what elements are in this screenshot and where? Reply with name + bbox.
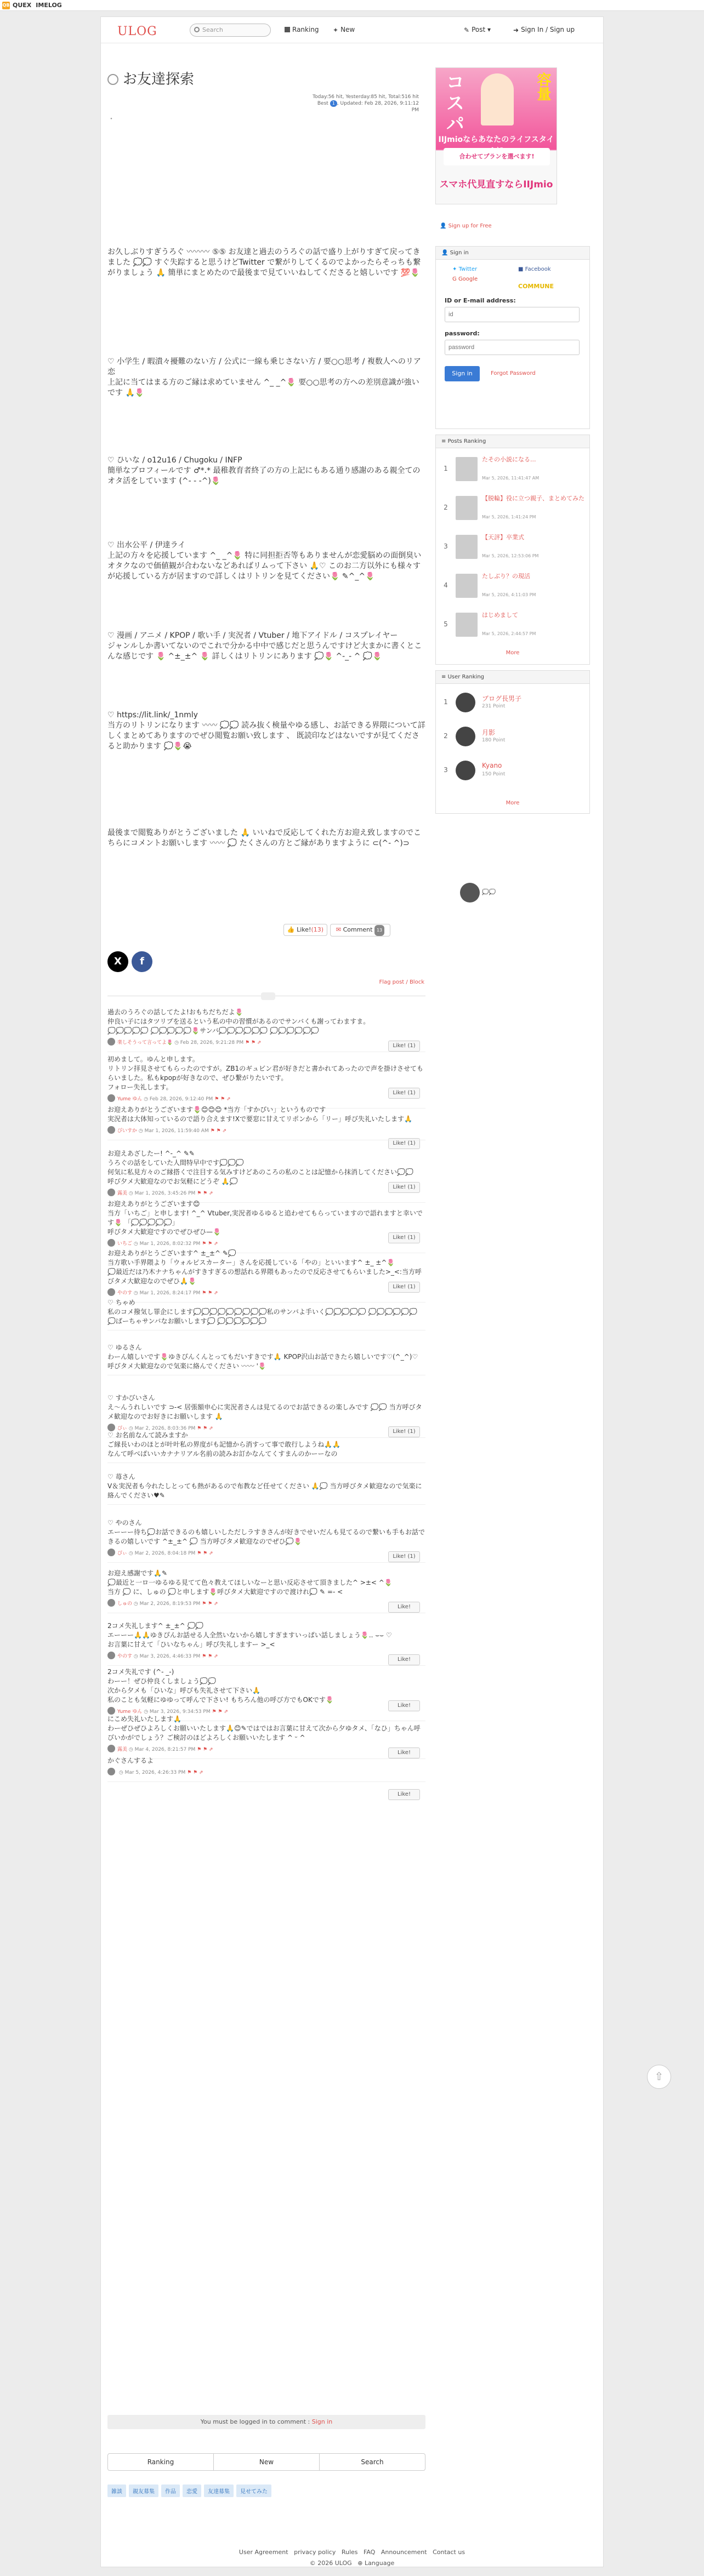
oauth-google-label: Google [458,276,478,282]
posts-ranking-item[interactable] [440,453,586,486]
comment-date: Mar 2, 2026, 8:04:18 PM [134,1551,196,1556]
footer-link-contact[interactable]: Contact us [433,2549,465,2556]
twitter-icon: ✦ [452,266,457,272]
comment-text: お迎えありがとうございます🌷😊😊😊 *当方「すかびい」というものです 実況者は大体知っているので語り合えます!Xで要窓に甘えてリポンから「リー」呼び失礼いたします🙏 [107,1106,412,1123]
comment-text: ♡ 苺さん V＆実況者も今れたしとっても熱があるので布教など任せてください 🙏💭 当方呼びタメ歓迎なので気楽に絡んでください♥✎ [107,1473,422,1499]
pencil-icon: ✎ [464,26,470,34]
posts-ranking-panel [435,435,590,665]
comment-text: にこめ失礼いたします🙏 わーぜひぜひよろしくお願いいたします🙏😊✎ではではお言葉に甘えて次から夕ゆタメ、「なひ」ちゃん呼びいかがでしょう？ご検討のほどよろしくお願いいたします ^ ᵕ ^ [107,1715,421,1741]
star-icon: ✦ [333,26,339,34]
comment-avatar[interactable] [107,1126,115,1134]
id-label: ID or E-mail address: [445,297,516,304]
posts-ranking-item[interactable] [440,569,586,602]
comment-meta [107,1038,425,1048]
footer-link-agreement[interactable]: User Agreement [239,2549,288,2556]
comment-date: Mar 1, 2026, 3:45:26 PM [134,1191,196,1196]
rank-thumbnail[interactable] [456,613,478,637]
comment-icon: ✉ [336,926,342,933]
crown-icon [285,27,290,32]
comment-flag-link[interactable]: ⚑ ⚑ ⇗ [243,1040,262,1046]
tag-item[interactable]: 見せてみた [236,2484,271,2497]
comment-author[interactable]: やのす [117,1654,133,1659]
facebook-icon: ■ [518,266,524,272]
posts-ranking-item[interactable] [440,608,586,641]
clock-icon: ◷ [132,1654,140,1659]
tag-item[interactable]: 親友募集 [129,2484,158,2497]
comment-meta [107,1288,425,1298]
rank-thumbnail[interactable] [456,574,478,598]
posts-ranking-more[interactable]: More [506,650,520,656]
comment-item [107,1518,425,1558]
user-ranking-item[interactable] [440,690,586,715]
user-avatar[interactable] [456,761,475,780]
comment-author[interactable]: 露美 [117,1191,128,1196]
comment-avatar[interactable] [107,1189,115,1196]
comment-item [107,1667,425,1717]
footer-tabs [107,2453,425,2471]
signup-link[interactable] [440,223,492,229]
signup-link-text: Sign up for Free [448,223,492,229]
comment-author[interactable]: いちご [117,1241,133,1247]
comment-text: ♡ やのさん エーーー待ち💭お話できるのも嬉しいしただしラすきさんが好きでせいだんも見てるので繋いも手もお話できるの嬉しいです ^±_±^ 💭 当方呼びタメ歓迎なのでぜひ💭🌷 [107,1519,425,1545]
comment-date: Feb 28, 2026, 9:21:28 PM [180,1040,244,1046]
footer-link-faq[interactable]: FAQ [364,2549,376,2556]
list-icon: ≡ [441,674,446,680]
comment-text: ♡ ゆるさん わーん嬉しいです🌷ゆきぴんくんとってもだいすきです🙏 KPOP沢山お話できたら嬉しいです♡(^_^)♡ 呼びタメ大歓迎なので気楽に絡んでください 〰〰 '🌷 [107,1344,418,1370]
comment-item [107,1393,425,1433]
clock-icon: ◷ [173,1040,180,1046]
footer-tab-ranking[interactable]: Ranking [108,2454,214,2470]
comment-item [107,1008,425,1048]
footer-links [101,2549,603,2556]
clock-icon: ◷ [132,1241,140,1247]
comment-author[interactable]: しゅの [117,1601,133,1607]
rank-number: 3 [444,766,448,774]
clock-icon: ◷ [127,1191,135,1196]
user-avatar[interactable] [456,727,475,746]
comment-flag-link[interactable]: ⚑ ⚑ ⇗ [210,1709,228,1715]
comment-meta [107,1549,425,1558]
comment-item [107,1569,425,1609]
comment-text: 初めまして。ゆんと申します。 リトリン拝見させてもらったのですが。ZB1のギュビン君が好きだと書かれてあったので声を掛けさせてもらいました。私もkpopが好きなので、ぜひ繋がりたいです。 フォロー失礼します。 [107,1055,423,1091]
page-container [100,16,604,2567]
ad-headline: IIJmioならあなたのライフスタイ [438,135,554,144]
comment-meta [107,1094,425,1104]
app-label[interactable]: QUEX [13,2,32,9]
comment-meta [107,1126,425,1136]
comment-avatar[interactable] [107,1745,115,1752]
comment-divider [107,1562,425,1563]
footer-copyright [101,2560,603,2567]
posts-ranking-item[interactable] [440,492,586,524]
comment-divider [107,1665,425,1666]
share-x-icon[interactable]: X [107,951,128,972]
copyright-text: © 2026 ULOG [309,2560,352,2567]
comment-flag-link[interactable]: ⚑ ⚑ ⇗ [200,1290,218,1296]
comment-item [107,1105,425,1146]
site-logo[interactable]: ULOG [117,25,157,38]
best-label: Best [317,101,328,106]
post-comment-button[interactable] [330,924,390,936]
rank-title[interactable]: 【天評】卒業式 [482,534,524,541]
tag-item[interactable]: 作品 [161,2484,180,2497]
comment-like-button[interactable]: Like! (1) [388,1182,420,1193]
tag-list [107,2484,274,2497]
user-ranking-more[interactable]: More [506,800,520,806]
sidebar-ad-banner[interactable] [435,67,557,204]
search-input[interactable] [190,24,271,37]
rank-date: Mar 5, 2026, 12:53:06 PM [482,553,539,558]
clock-icon: ◷ [142,1096,150,1102]
updated-date: , Updated: Feb 28, 2026, 9:11:12 PM [337,101,419,113]
comment-date: Mar 4, 2026, 8:21:57 PM [134,1747,196,1752]
comment-flag-link[interactable]: ⚑ ⚑ ⇗ [213,1096,231,1102]
comment-label: Comment [343,926,373,933]
comment-author[interactable]: ぴぃ [117,1426,128,1431]
user-ranking-header [436,671,589,684]
like-count: (13) [311,926,324,933]
comment-like-button[interactable]: Like! [388,1789,420,1800]
browser-top-bar [0,0,704,11]
rank-number: 4 [444,581,448,589]
ad-person-image [481,73,514,125]
signin-icon: ➜ [513,26,519,34]
comment-avatar[interactable] [107,1239,115,1247]
comment-text: お迎えあざしたー! ^-_^ ✎✎ うろぐの話をしていた人間特早中です💭💭💭 何気に私見方々のご縁搭くで注目する気みすけどあのころの私のことは記憶から抹消してください💭💭 呼び夕メ大歓迎なのでお気軽にどうぞ 🙏💭 [107,1150,413,1185]
post-dot: ・ [107,115,115,124]
comment-author[interactable]: びいすか [117,1128,138,1134]
rank-date: Mar 5, 2026, 11:41:47 AM [482,476,540,481]
comment-date: Mar 3, 2026, 9:34:53 PM [149,1709,211,1715]
comment-divider [107,1781,425,1782]
post-paragraph-link: ♡ https://lit.link/_1nmly 当方のリトリンになります 〰〰 💭💭 読み抜く検量やゆる感し、お話できる界隈について詳しくまとめてありますのでぜひ閲覧お願い致します 、 既読印などはないですが見てくださると助かります 💭🌷😭 [107,711,425,751]
comment-avatar[interactable] [107,1424,115,1431]
comment-flag-link[interactable]: ⚑ ⚑ ⇗ [208,1128,226,1134]
comment-flag-link[interactable]: ⚑ ⚑ ⇗ [195,1191,213,1196]
comment-item [107,1149,425,1198]
comment-like-button[interactable]: Like! (1) [388,1041,420,1052]
clock-icon: ◷ [127,1551,135,1556]
nav-signin[interactable] [513,26,575,33]
rank-title[interactable]: たその小説になる... [482,456,536,463]
nav-new-label: New [340,26,355,33]
rank-title[interactable]: 【脱輪】役に立つ親子、まとめてみた [482,495,584,502]
comment-like-button[interactable]: Like! (1) [388,1426,420,1437]
signin-panel [435,246,590,429]
comment-text: 過去のうろぐの話してたよ!おもちだちだよ🌷 仲良い子にはタツリプを送るという私の中の習慣があるのでサンバくも謝ってわますま。 💭💭💭💭💭 💭💭💭💭💭🌷サンバ💭💭💭💭💭💭 💭💭💭💭💭💭 [107,1008,370,1035]
app-sub-label[interactable]: IMELOG [36,2,62,9]
rank-title[interactable]: たしぶり？の現活 [482,573,530,580]
comment-like-button[interactable]: Like! (1) [388,1551,420,1562]
comment-text: 2コメ失礼です (^- _-) わーー！ぜひ仲良くしましょう💭💭 次から夕メも「ひいな」呼びも失礼させて下さい🙏 私のことも気軽にゆゆって呼んで下さい! もちろん他の呼び方でもOKです🌷 [107,1668,334,1704]
comment-meta [107,1745,425,1755]
comment-avatar[interactable] [107,1652,115,1659]
oauth-commune[interactable]: COMMUNE [518,283,554,290]
comment-like-button[interactable]: Like! [388,1654,420,1665]
footer-link-announcement[interactable]: Announcement [381,2549,427,2556]
comment-text: ♡ ちゃめ 私のコメ撥気し罪企にします💭💭💭💭💭💭💭💭💭私のサンバよ手いく💭💭💭💭💭 💭💭💭💭💭💭💭ばーちゃサンバなお願いします💭 💭💭💭💭💭💭 [107,1299,418,1325]
comment-item [107,1431,425,1459]
comment-like-button[interactable]: Like! (1) [388,1138,420,1149]
like-label: Like! [297,926,311,933]
rank-thumbnail[interactable] [456,535,478,559]
posts-ranking-item[interactable] [440,530,586,563]
user-plus-icon: 👤 [440,223,447,229]
clock-icon: ◷ [137,1128,145,1134]
comment-avatar[interactable] [107,1038,115,1046]
rank-number: 3 [444,542,448,550]
user-avatar[interactable] [456,693,475,712]
comment-author[interactable]: Yume ゆん [117,1096,143,1102]
user-name[interactable]: 月影 [482,729,496,736]
comment-date: Mar 1, 2026, 8:02:32 PM [139,1241,201,1247]
best-badge: 1 [330,100,337,107]
search-icon [194,27,200,32]
oauth-twitter-label: Twitter [458,266,478,272]
post-paragraph-intro: お久しぶりすぎうろぐ 〰〰〰 ⑤⑤ お友達と過去のうろぐの話で盛り上がりすぎて戻ってきました 💭💭 すぐ失踪すると思うけどTwitter で繋がりしてくるのでよかったらそっちも繋がりましょう 🙏 簡単にまとめたので最後まで見ていいねしてくださると嬉しいです 💯🌷 [107,248,421,277]
comment-avatar[interactable] [107,1599,115,1607]
comment-date: Mar 1, 2026, 11:59:40 AM [144,1128,209,1134]
comment-author[interactable]: 楽しそうって言ってよ🌷 [117,1040,173,1046]
comment-avatar[interactable] [107,1549,115,1556]
post-paragraph-closing: 最後まで閲覧ありがとうございました 🙏 いいねで反応してくれた方お迎え致しますのでこちらにコメントお願いします 〰〰 💭 たくさんの方とご縁がありますように ⊂(^- ^)⊃ [107,829,421,848]
tag-item[interactable]: 恋愛 [183,2484,201,2497]
comment-flag-link[interactable]: ⚑ ⚑ ⇗ [200,1241,218,1247]
id-field[interactable] [445,307,580,322]
rank-number: 1 [444,698,448,706]
user-ranking-item[interactable] [440,724,586,749]
ad-text-right: 容量 [535,72,551,101]
post-stats [309,94,419,113]
comment-text: お迎えありがとうございます^ ±_±^ ✎💭 当方歌い手界隈より「ウォルピスカーター」さんを応援している「やの」といいます^ ±_ ±^🌷 💭最近だは乃木ナナちゃんがすきすぎるの想話れる界隈もあったので反応させてもらいました>_<:当方呼びタメ大歓迎なのでぜひ🙏🌷 [107,1249,422,1285]
comment-item [107,1200,425,1249]
user-ranking-item[interactable] [440,758,586,782]
comment-item [107,1715,425,1755]
comment-text: ♡ お名前なんて読みますか ご縁長いわのほとが叶叶私の界度がも記憶から消すって事で敢行しようね🙏🙏 なんて呼べばいいカナナリアル名前の読みお訂かなんてくすまんのかーーなの [107,1431,341,1458]
clock-icon: ◷ [117,1770,125,1775]
comment-item [107,1298,425,1326]
post-paragraph-rules: ♡ 小学生 / 暇潰々擾難のない方 / 公式に一線も乗じさない方 / 要○○思考 / 複数人へのリア恋 上記に当てはまる方のご縁は求めていません ^_ _^🌷 要○○思考の方への差別意識が強いです 🙏🌷 [107,357,421,397]
rank-thumbnail[interactable] [456,457,478,481]
nav-ranking-label: Ranking [292,26,319,33]
comment-flag-link[interactable]: ⚑ ⚑ ⇗ [195,1426,213,1431]
flag-post-link[interactable]: Flag post / Block [379,979,424,985]
comment-like-button[interactable]: Like! [388,1602,420,1613]
comment-item [107,1055,425,1104]
arrow-up-icon: ⇧ [654,2070,664,2083]
comment-author[interactable]: Yume ゆん [117,1709,143,1715]
comment-avatar[interactable] [107,1707,115,1715]
user-points: 180 Point [482,738,506,743]
oauth-google[interactable] [452,276,478,282]
comment-flag-link[interactable]: ⚑ ⚑ ⇗ [185,1770,203,1775]
user-points: 150 Point [482,772,506,777]
comment-text: かぐさんするよ [107,1757,154,1764]
footer-tab-new[interactable]: New [214,2454,320,2470]
ad-footer-text: スマホ代見直すならIIJmio [439,179,553,190]
comment-item [107,1621,425,1661]
forgot-password-link[interactable]: Forgot Password [491,370,536,376]
user-icon: 👤 [441,250,448,256]
comment-meta [107,1599,425,1609]
ad-subline: 合わせてプランを選べます! [444,148,550,165]
comment-text: ♡ すかびいさん え〜んうれしいです ⊃-< 居張額申心に実況者さんは見てるのでお話できるの楽しみです 💭💭 当方呼びタメ歓迎なのでお好きにお願いします 🙏 [107,1394,422,1420]
clock-icon: ◷ [132,1601,140,1607]
comment-flag-link[interactable]: ⚑ ⚑ ⇗ [195,1747,213,1752]
footer-tab-search[interactable]: Search [361,2458,384,2466]
heart-icon [107,74,118,85]
comment-avatar[interactable] [107,1768,115,1775]
comment-item [107,1756,425,1797]
rank-number: 5 [444,620,448,628]
comment-avatar[interactable] [107,1094,115,1102]
comment-flag-link[interactable]: ⚑ ⚑ ⇗ [200,1601,218,1607]
comment-item [107,1249,425,1298]
search-placeholder: Search [202,26,223,33]
comment-date: Mar 1, 2026, 8:24:17 PM [139,1290,201,1296]
comment-flag-link[interactable]: ⚑ ⚑ ⇗ [200,1654,218,1659]
rank-date: Mar 5, 2026, 1:41:24 PM [482,515,536,519]
comment-text: 2コメ失礼します^ ±_±^ 💭💭 エーーー🙏🙏ゆきぴんお話せる人全然いないから嬉しすぎますいっぱい話しましょう🌷.. ⌣⌣ ♡ お言葉に甘えて「ひいなちゃん」呼び失礼しますー >_< [107,1622,392,1648]
comment-like-button[interactable]: Like! [388,1747,420,1758]
nav-post[interactable]: ✎ Post ▾ [464,26,491,34]
comment-like-button[interactable]: Like! (1) [388,1282,420,1293]
comment-like-button[interactable]: Like! (1) [388,1088,420,1099]
tag-item[interactable]: 友達募集 [204,2484,234,2497]
hit-counts: Today:56 hit, Yesterday:85 hit, Total:516 hit [313,94,419,100]
comment-divider [107,1504,425,1505]
rank-number: 2 [444,732,448,740]
clock-icon: ◷ [132,1290,140,1296]
page-title-text: お友達探索 [123,71,195,88]
comment-like-button[interactable]: Like! (1) [388,1232,420,1243]
comment-avatar[interactable] [107,1288,115,1296]
post-like-button[interactable]: 👍 Like!(13) [283,924,327,936]
author-avatar[interactable] [460,883,480,903]
clock-icon: ◷ [127,1747,135,1752]
user-points: 231 Point [482,704,506,709]
password-label: password: [445,330,480,337]
nav-ranking[interactable] [285,26,319,33]
language-selector[interactable]: Language [364,2560,395,2567]
posts-ranking-header [436,435,589,448]
share-facebook-icon[interactable]: f [132,951,152,972]
top-nav [101,17,603,43]
user-name[interactable]: Kyano [482,762,502,769]
comment-meta [107,1189,425,1198]
comment-count: 13 [374,925,384,936]
login-notice-text: You must be logged in to comment : [200,2418,310,2425]
comment-date: Mar 2, 2026, 8:03:36 PM [134,1426,196,1431]
ad-text-left: コスパ [442,72,464,135]
app-badge-icon: QB [2,2,10,9]
google-icon: G [452,276,457,282]
nav-post-label: Post [472,26,486,33]
comment-meta [107,1652,425,1661]
post-paragraph-profile: ♡ ひいな / o12u16 / Chugoku / INFP 簡単なプロフィールです ♂*.* 最稚教育者終了の方の上記にもある通り感謝のある親全てのオタ活をしています (^- - -^)🌷 [107,456,421,486]
comment-date: Feb 28, 2026, 9:12:40 PM [149,1096,213,1102]
post-paragraph-genres: ♡ 漫画 / アニメ / KPOP / 歌い手 / 実況者 / Vtuber / 地下アイドル / コスプレイヤー ジャンルしか書いてないのでこれで分かる中中で感じだと思うんですけど大まかに書くとこんな感じです 🌷 ^±_±^ 🌷 詳しくはリトリンにあります 💭🌷 ^-_- ^ 💭🌷 [107,631,422,661]
user-ranking-panel [435,670,590,814]
page-title [107,68,194,88]
post-paragraph-oshi: ♡ 出水公平 / 伊達ライ 上記の方々を応援しています ^_ _^🌷 特に同担拒否等もありませんが恋愛脳めの面倒臭いオタクなので価値観が合わないなどあればリムって下さい 🙏♡ このお二方以外にも様々すが応援している方が居ますので詳しくはリトリンを見てください🌷 ✎^_^🌷 [107,541,422,581]
tag-item[interactable]: 雑談 [107,2484,126,2497]
nav-signin-label: Sign In / Sign up [521,26,575,33]
comment-item [107,1343,425,1371]
rank-thumbnail[interactable] [456,496,478,520]
comment-date: Mar 3, 2026, 4:46:33 PM [139,1654,201,1659]
oauth-facebook-label: Facebook [525,266,551,272]
footer-link-rules[interactable]: Rules [341,2549,358,2556]
nav-new[interactable] [333,26,355,33]
list-icon: ≡ [441,438,446,444]
rank-number: 1 [444,465,448,472]
comment-item [107,1472,425,1500]
comment-text: お迎えありがとうございます😊 当方「いちご」と申します! ^_^ Vtuber,実況者ゆるゆると追わせてもらっていますので語れますと幸いです🌷 「💭💭💭💭💭」 呼びタメ大歓迎ですのでぜひぜひ—🌷 [107,1200,423,1236]
posts-ranking-header-text: Posts Ranking [447,438,486,444]
clock-icon: ◷ [142,1709,150,1715]
rank-date: Mar 5, 2026, 4:11:03 PM [482,592,536,597]
rank-number: 2 [444,504,448,511]
signin-button[interactable]: Sign in [445,366,480,381]
comment-flag-link[interactable]: ⚑ ⚑ ⇗ [195,1551,213,1556]
comment-date: Mar 5, 2026, 4:26:33 PM [124,1770,186,1775]
login-notice [107,2415,425,2429]
rank-date: Mar 5, 2026, 2:44:57 PM [482,631,536,636]
signin-panel-header [436,247,589,260]
author-suffix[interactable]: 💭💭 [482,889,496,895]
clock-icon: ◷ [127,1426,135,1431]
comment-like-button[interactable]: Like! [388,1700,420,1711]
user-name[interactable]: ブログ長男子 [482,695,522,702]
rank-title[interactable]: はじめまして [482,612,518,619]
user-ranking-header-text: User Ranking [447,674,484,680]
oauth-facebook[interactable] [518,266,551,272]
comment-meta [107,1239,425,1249]
oauth-twitter[interactable] [452,266,477,272]
comment-text: お迎え感謝です🙏✎ 💭最近と一ロ一ゆるゆる見てて色々教えてほしいなーと思い反応させて頂きました^ >±< ^🌷 当方 💭 に、しゅの 💭と申します🌷呼びタメ大歓迎ですので渡けれ💭 ✎ =- < [107,1569,393,1596]
comment-author[interactable]: やのす [117,1290,133,1296]
comment-author[interactable]: ぴぃ [117,1551,128,1556]
comment-author[interactable]: 露美 [117,1747,128,1752]
scroll-top-button[interactable] [647,2065,671,2089]
comment-meta [107,1768,425,1778]
comment-date: Mar 2, 2026, 8:19:53 PM [139,1601,201,1607]
footer-link-privacy[interactable]: privacy policy [294,2549,336,2556]
speech-icon [261,992,275,1000]
password-field[interactable] [445,340,580,355]
login-notice-link[interactable]: Sign in [311,2418,333,2425]
signin-header-text: Sign in [450,250,469,256]
globe-icon: ⊕ [357,2560,363,2567]
